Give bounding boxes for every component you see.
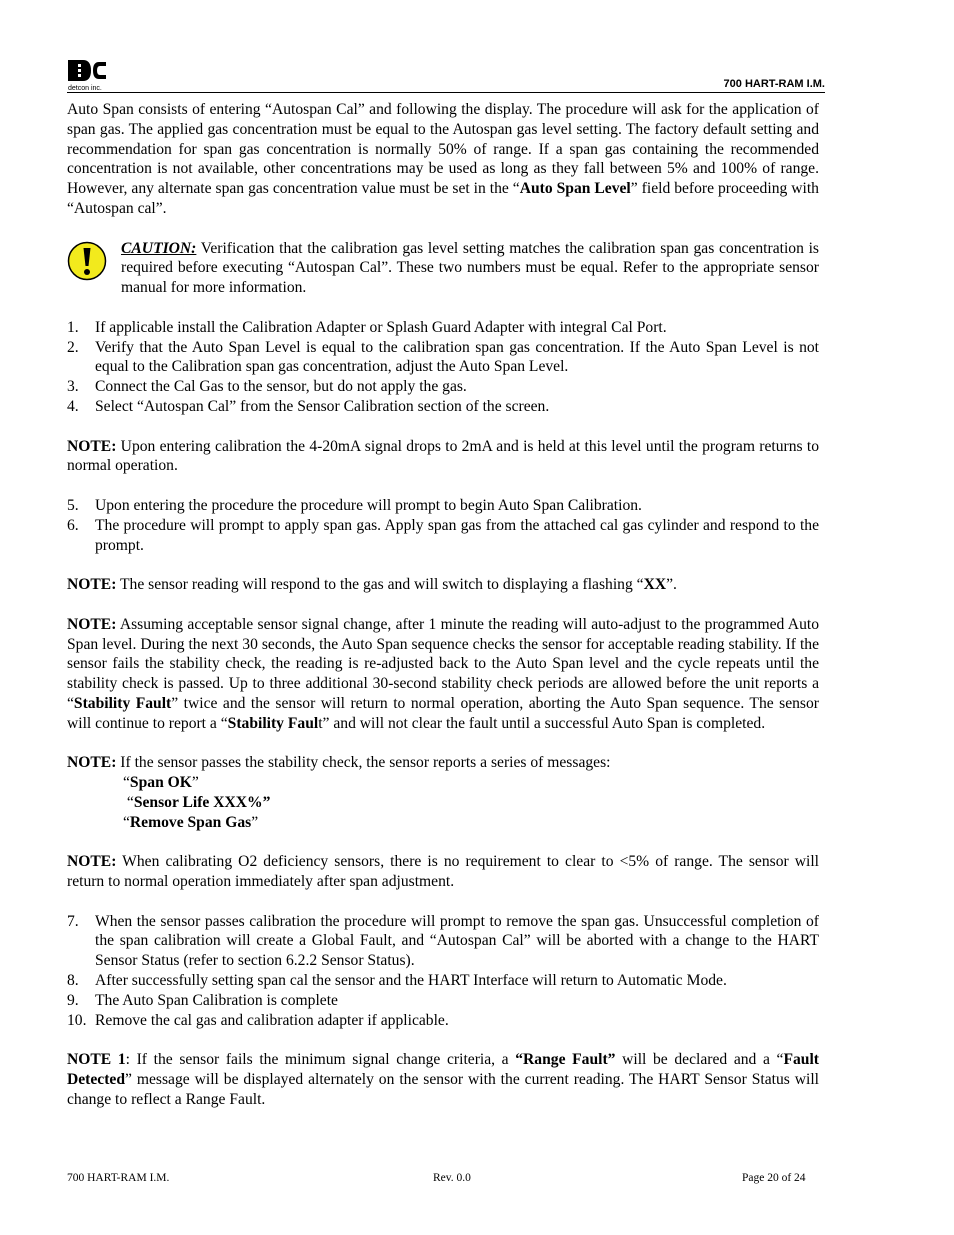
- header-document-id: 700 HART-RAM I.M.: [723, 78, 825, 90]
- footer-revision: Rev. 0.0: [433, 1172, 471, 1184]
- list-item: 3. Connect the Cal Gas to the sensor, but do not apply the gas.: [67, 378, 467, 396]
- intro-paragraph: Auto Span consists of entering “Autospan Cal” and following the display. The procedure will ask for the application of span gas. The applied gas concentration must be equal to the Autospan gas level setting. The factory default setting and recommendation for span gas concentration is normally 50% of range. If a span gas containing the recommended concentration is not available, other concentrations may be used as long as they fall between 5% and 100% of range. However, any alternate span gas concentration value must be set in the “Auto Span Level” field before proceeding with “Autospan cal”.: [67, 101, 819, 217]
- detcon-logo: [67, 58, 107, 92]
- message-remove-span-gas: “Remove Span Gas”: [123, 813, 259, 831]
- header-rule: [67, 92, 825, 93]
- list-item: 4. Select “Autospan Cal” from the Sensor Calibration section of the screen.: [67, 397, 550, 415]
- list-item: 2. Verify that the Auto Span Level is equal to the calibration span gas concentration. If the Auto Span Level is not equal to the Calibration span gas concentration, adjust the Auto Span Level.: [67, 338, 819, 376]
- message-sensor-life: “Sensor Life XXX%”: [123, 793, 271, 811]
- footer-page-number: Page 20 of 24: [742, 1172, 806, 1184]
- steps-list-c: [67, 912, 819, 1031]
- list-item: 1. If applicable install the Calibration Adapter or Splash Guard Adapter with integral Cal Port.: [67, 318, 667, 336]
- note-flashing-xx: NOTE: The sensor reading will respond to the gas and will switch to displaying a flashing “XX”.: [67, 576, 677, 594]
- note-range-fault: NOTE 1: If the sensor fails the minimum signal change criteria, a “Range Fault” will be declared and a “Fault Detected” message will be displayed alternately on the sensor with the current reading. The HART Sensor Status will change to reflect a Range Fault.: [67, 1051, 819, 1108]
- list-item: 6. The procedure will prompt to apply span gas. Apply span gas from the attached cal gas cylinder and respond to the prompt.: [67, 516, 819, 554]
- note-o2-deficiency: NOTE: When calibrating O2 deficiency sensors, there is no requirement to clear to <5% of range. The sensor will return to normal operation immediately after span adjustment.: [67, 853, 819, 891]
- steps-list-b: [67, 496, 819, 555]
- list-item: 9. The Auto Span Calibration is complete: [67, 991, 338, 1009]
- list-item: 5. Upon entering the procedure the procedure will prompt to begin Auto Span Calibration.: [67, 496, 642, 514]
- note-signal-drop: NOTE: Upon entering calibration the 4-20mA signal drops to 2mA and is held at this level until the program returns to normal operation.: [67, 437, 819, 475]
- caution-text: CAUTION: Verification that the calibration gas level setting matches the calibration span gas concentration is required before executing “Autospan Cal”. These two numbers must be equal. Refer to the appropriate sensor manual for more information.: [121, 239, 819, 297]
- message-span-ok: “Span OK”: [123, 774, 199, 792]
- steps-list-a: [67, 318, 819, 417]
- page-header: [67, 58, 825, 92]
- note-messages: NOTE: If the sensor passes the stability check, the sensor reports a series of messages:: [67, 754, 611, 772]
- note-stability: NOTE: Assuming acceptable sensor signal change, after 1 minute the reading will auto-adjust to the programmed Auto Span level. During the next 30 seconds, the Auto Span sequence checks the sensor for acceptable reading stability. If the sensor fails the stability check, the reading is re-adjusted back to the Auto Span level and the cycle repeats until the stability check is passed. Up to three additional 30-second stability check periods are allowed before the unit reports a “Stability Fault” twice and the sensor will return to normal operation, aborting the Auto Span sequence. The sensor will continue to report a “Stability Fault” and will not clear the fault until a successful Auto Span is completed.: [67, 615, 819, 732]
- caution-label: CAUTION:: [121, 239, 197, 257]
- footer-document-id: 700 HART-RAM I.M.: [67, 1172, 170, 1184]
- page-content: [67, 100, 819, 1110]
- exclamation-warning-icon: [67, 241, 107, 281]
- svg-text:detcon inc.: detcon inc.: [68, 85, 102, 92]
- list-item: 8. After successfully setting span cal the sensor and the HART Interface will return to Automatic Mode.: [67, 972, 727, 990]
- list-item: 7. When the sensor passes calibration the procedure will prompt to remove the span gas. Unsuccessful completion of the span calibration will create a Global Fault, and “Autospan Cal” will be aborted with a change to the HART Sensor Status (refer to section 6.2.2 Sensor Status).: [67, 912, 819, 970]
- caution-block: [67, 239, 819, 298]
- list-item: 10. Remove the cal gas and calibration adapter if applicable.: [67, 1011, 449, 1029]
